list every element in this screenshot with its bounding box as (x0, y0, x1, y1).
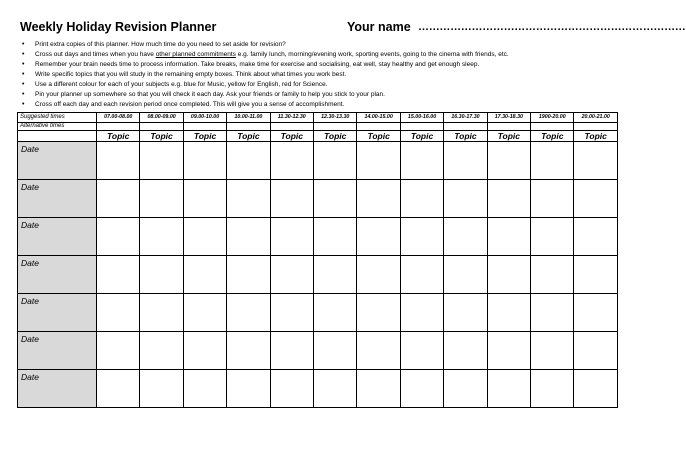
topic-cell[interactable] (270, 256, 313, 294)
date-cell[interactable] (18, 256, 97, 294)
topic-cell[interactable] (531, 256, 574, 294)
topic-column-header: Topic (227, 131, 270, 142)
time-slot-label: 14.00-15.00 (357, 113, 400, 123)
topic-cell[interactable] (400, 142, 443, 180)
topic-cell[interactable] (140, 180, 183, 218)
date-row (18, 218, 618, 256)
topic-column-header: Topic (531, 131, 574, 142)
topic-cell[interactable] (314, 218, 357, 256)
topic-cell[interactable] (400, 180, 443, 218)
instruction-item (20, 40, 620, 50)
topic-column-header: Topic (270, 131, 313, 142)
date-row (18, 180, 618, 218)
alternative-time-cell[interactable] (357, 123, 400, 131)
instruction-text: e.g. family lunch, morning/evening work, sporting events, going to the cinema with friends, etc. (235, 51, 509, 58)
topic-cell[interactable] (357, 142, 400, 180)
instruction-underlined-text: other planned commitments (155, 51, 236, 58)
topic-cell[interactable] (227, 294, 270, 332)
topic-cell[interactable] (444, 142, 487, 180)
time-slot-label: 16.30-17.30 (444, 113, 487, 123)
topic-cell[interactable] (487, 142, 530, 180)
topic-cell[interactable] (314, 332, 357, 370)
topic-cell[interactable] (357, 218, 400, 256)
time-slot-label: 08.00-09.00 (140, 113, 183, 123)
date-cell[interactable] (18, 180, 97, 218)
instruction-text: Pin your planner up somewhere so that you will check it each day. Ask your friends or family to help you stick to your plan. (35, 91, 385, 98)
topic-cell[interactable] (574, 332, 618, 370)
topic-cell[interactable] (140, 256, 183, 294)
topic-cell[interactable] (574, 370, 618, 408)
topic-cell[interactable] (270, 332, 313, 370)
date-cell[interactable] (18, 218, 97, 256)
your-name-label: Your name (347, 20, 411, 34)
topic-cell[interactable] (487, 294, 530, 332)
topic-cell[interactable] (227, 332, 270, 370)
instruction-item (20, 90, 620, 100)
topic-cell[interactable] (400, 294, 443, 332)
topic-cell[interactable] (574, 142, 618, 180)
topic-cell[interactable] (97, 180, 140, 218)
topic-cell[interactable] (531, 142, 574, 180)
topic-cell[interactable] (97, 294, 140, 332)
alternative-times-label: Alternative times (18, 123, 97, 131)
topic-cell[interactable] (531, 332, 574, 370)
topic-cell[interactable] (270, 294, 313, 332)
date-cell[interactable] (18, 294, 97, 332)
topic-cell[interactable] (183, 218, 226, 256)
alternative-time-cell[interactable] (487, 123, 530, 131)
date-label: Date (21, 334, 39, 344)
topic-row-corner (18, 131, 97, 142)
topic-cell[interactable] (574, 218, 618, 256)
topic-cell[interactable] (444, 180, 487, 218)
topic-cell[interactable] (400, 370, 443, 408)
topic-cell[interactable] (140, 218, 183, 256)
topic-cell[interactable] (270, 370, 313, 408)
page-title: Weekly Holiday Revision Planner (20, 20, 217, 34)
date-cell[interactable] (18, 142, 97, 180)
topic-cell[interactable] (314, 370, 357, 408)
topic-cell[interactable] (400, 256, 443, 294)
topic-cell[interactable] (183, 332, 226, 370)
topic-cell[interactable] (487, 332, 530, 370)
instruction-item (20, 80, 620, 90)
date-label: Date (21, 372, 39, 382)
topic-cell[interactable] (183, 370, 226, 408)
instruction-text: Write specific topics that you will study in the remaining empty boxes. Think about what times you work best. (35, 71, 347, 78)
topic-cell[interactable] (140, 294, 183, 332)
time-slot-label: 20.00-21.00 (574, 113, 618, 123)
topic-cell[interactable] (140, 142, 183, 180)
topic-cell[interactable] (227, 180, 270, 218)
time-slot-label: 09.00-10.00 (183, 113, 226, 123)
suggested-times-label: Suggested times (18, 113, 97, 123)
topic-column-header: Topic (574, 131, 618, 142)
date-label: Date (21, 182, 39, 192)
topic-cell[interactable] (314, 294, 357, 332)
alternative-time-cell[interactable] (444, 123, 487, 131)
topic-cell[interactable] (531, 370, 574, 408)
topic-cell[interactable] (314, 180, 357, 218)
topic-cell[interactable] (487, 180, 530, 218)
date-label: Date (21, 296, 39, 306)
topic-cell[interactable] (183, 294, 226, 332)
topic-column-header: Topic (140, 131, 183, 142)
alternative-time-cell[interactable] (314, 123, 357, 131)
topic-cell[interactable] (140, 332, 183, 370)
alternative-time-cell[interactable] (97, 123, 140, 131)
date-row (18, 256, 618, 294)
topic-cell[interactable] (97, 142, 140, 180)
topic-cell[interactable] (487, 256, 530, 294)
topic-cell[interactable] (574, 256, 618, 294)
planner-table (17, 112, 618, 408)
topic-cell[interactable] (270, 218, 313, 256)
time-slot-label: 15.00-16.00 (400, 113, 443, 123)
topic-cell[interactable] (183, 256, 226, 294)
time-slot-label: 17.30-18.30 (487, 113, 530, 123)
time-slot-label: 10.00-11.00 (227, 113, 270, 123)
topic-cell[interactable] (444, 256, 487, 294)
instruction-text: Cross off each day and each revision period once completed. This will give you a sense of accomplishment. (35, 101, 345, 108)
date-row (18, 294, 618, 332)
alternative-time-cell[interactable] (270, 123, 313, 131)
topic-cell[interactable] (400, 218, 443, 256)
topic-cell[interactable] (531, 180, 574, 218)
date-label: Date (21, 144, 39, 154)
alternative-time-cell[interactable] (227, 123, 270, 131)
time-slot-label: 11.30-12.30 (270, 113, 313, 123)
instruction-text: Cross out days and times when you have (35, 51, 156, 58)
topic-cell[interactable] (531, 294, 574, 332)
topic-cell[interactable] (444, 294, 487, 332)
topic-cell[interactable] (183, 142, 226, 180)
topic-cell[interactable] (183, 180, 226, 218)
topic-cell[interactable] (270, 142, 313, 180)
topic-cell[interactable] (444, 218, 487, 256)
date-row (18, 332, 618, 370)
topic-cell[interactable] (357, 180, 400, 218)
topic-cell[interactable] (227, 218, 270, 256)
time-slot-label: 1900-20.00 (531, 113, 574, 123)
alternative-times-row (18, 123, 618, 131)
topic-cell[interactable] (574, 180, 618, 218)
topic-header-row (18, 131, 618, 142)
instruction-text: Remember your brain needs time to process information. Take breaks, make time for exercise and socialising, eat well, stay healthy and get enough sleep. (35, 61, 480, 68)
topic-column-header: Topic (357, 131, 400, 142)
topic-cell[interactable] (444, 332, 487, 370)
topic-column-header: Topic (97, 131, 140, 142)
instructions-list (20, 40, 620, 110)
topic-cell[interactable] (97, 332, 140, 370)
date-row (18, 370, 618, 408)
topic-cell[interactable] (97, 218, 140, 256)
topic-cell[interactable] (227, 256, 270, 294)
topic-column-header: Topic (314, 131, 357, 142)
topic-cell[interactable] (357, 294, 400, 332)
topic-cell[interactable] (487, 370, 530, 408)
instruction-text: Use a different colour for each of your subjects e.g. blue for Music, yellow for English, red for Science. (35, 81, 328, 88)
instruction-item (20, 100, 620, 110)
topic-cell[interactable] (487, 218, 530, 256)
topic-cell[interactable] (97, 256, 140, 294)
instruction-item (20, 50, 620, 60)
time-slot-label: 12.30-13.30 (314, 113, 357, 123)
topic-cell[interactable] (227, 370, 270, 408)
topic-cell[interactable] (357, 332, 400, 370)
topic-cell[interactable] (97, 370, 140, 408)
topic-cell[interactable] (270, 180, 313, 218)
date-row (18, 142, 618, 180)
topic-cell[interactable] (444, 370, 487, 408)
your-name-field[interactable]: ………………………………………………………………… (418, 21, 686, 33)
instruction-item (20, 60, 620, 70)
instruction-text: Print extra copies of this planner. How much time do you need to set aside for revision? (35, 41, 286, 48)
date-cell[interactable] (18, 370, 97, 408)
suggested-times-row (18, 113, 618, 123)
alternative-time-cell[interactable] (574, 123, 618, 131)
date-label: Date (21, 258, 39, 268)
topic-cell[interactable] (314, 142, 357, 180)
topic-column-header: Topic (400, 131, 443, 142)
topic-column-header: Topic (444, 131, 487, 142)
topic-column-header: Topic (183, 131, 226, 142)
topic-cell[interactable] (314, 256, 357, 294)
date-cell[interactable] (18, 332, 97, 370)
topic-column-header: Topic (487, 131, 530, 142)
topic-cell[interactable] (531, 218, 574, 256)
page-header (20, 19, 686, 35)
instruction-item (20, 70, 620, 80)
alternative-time-cell[interactable] (183, 123, 226, 131)
topic-cell[interactable] (357, 256, 400, 294)
alternative-time-cell[interactable] (400, 123, 443, 131)
topic-cell[interactable] (140, 370, 183, 408)
topic-cell[interactable] (357, 370, 400, 408)
time-slot-label: 07.00-08.00 (97, 113, 140, 123)
topic-cell[interactable] (227, 142, 270, 180)
topic-cell[interactable] (400, 332, 443, 370)
date-label: Date (21, 220, 39, 230)
alternative-time-cell[interactable] (531, 123, 574, 131)
alternative-time-cell[interactable] (140, 123, 183, 131)
topic-cell[interactable] (574, 294, 618, 332)
